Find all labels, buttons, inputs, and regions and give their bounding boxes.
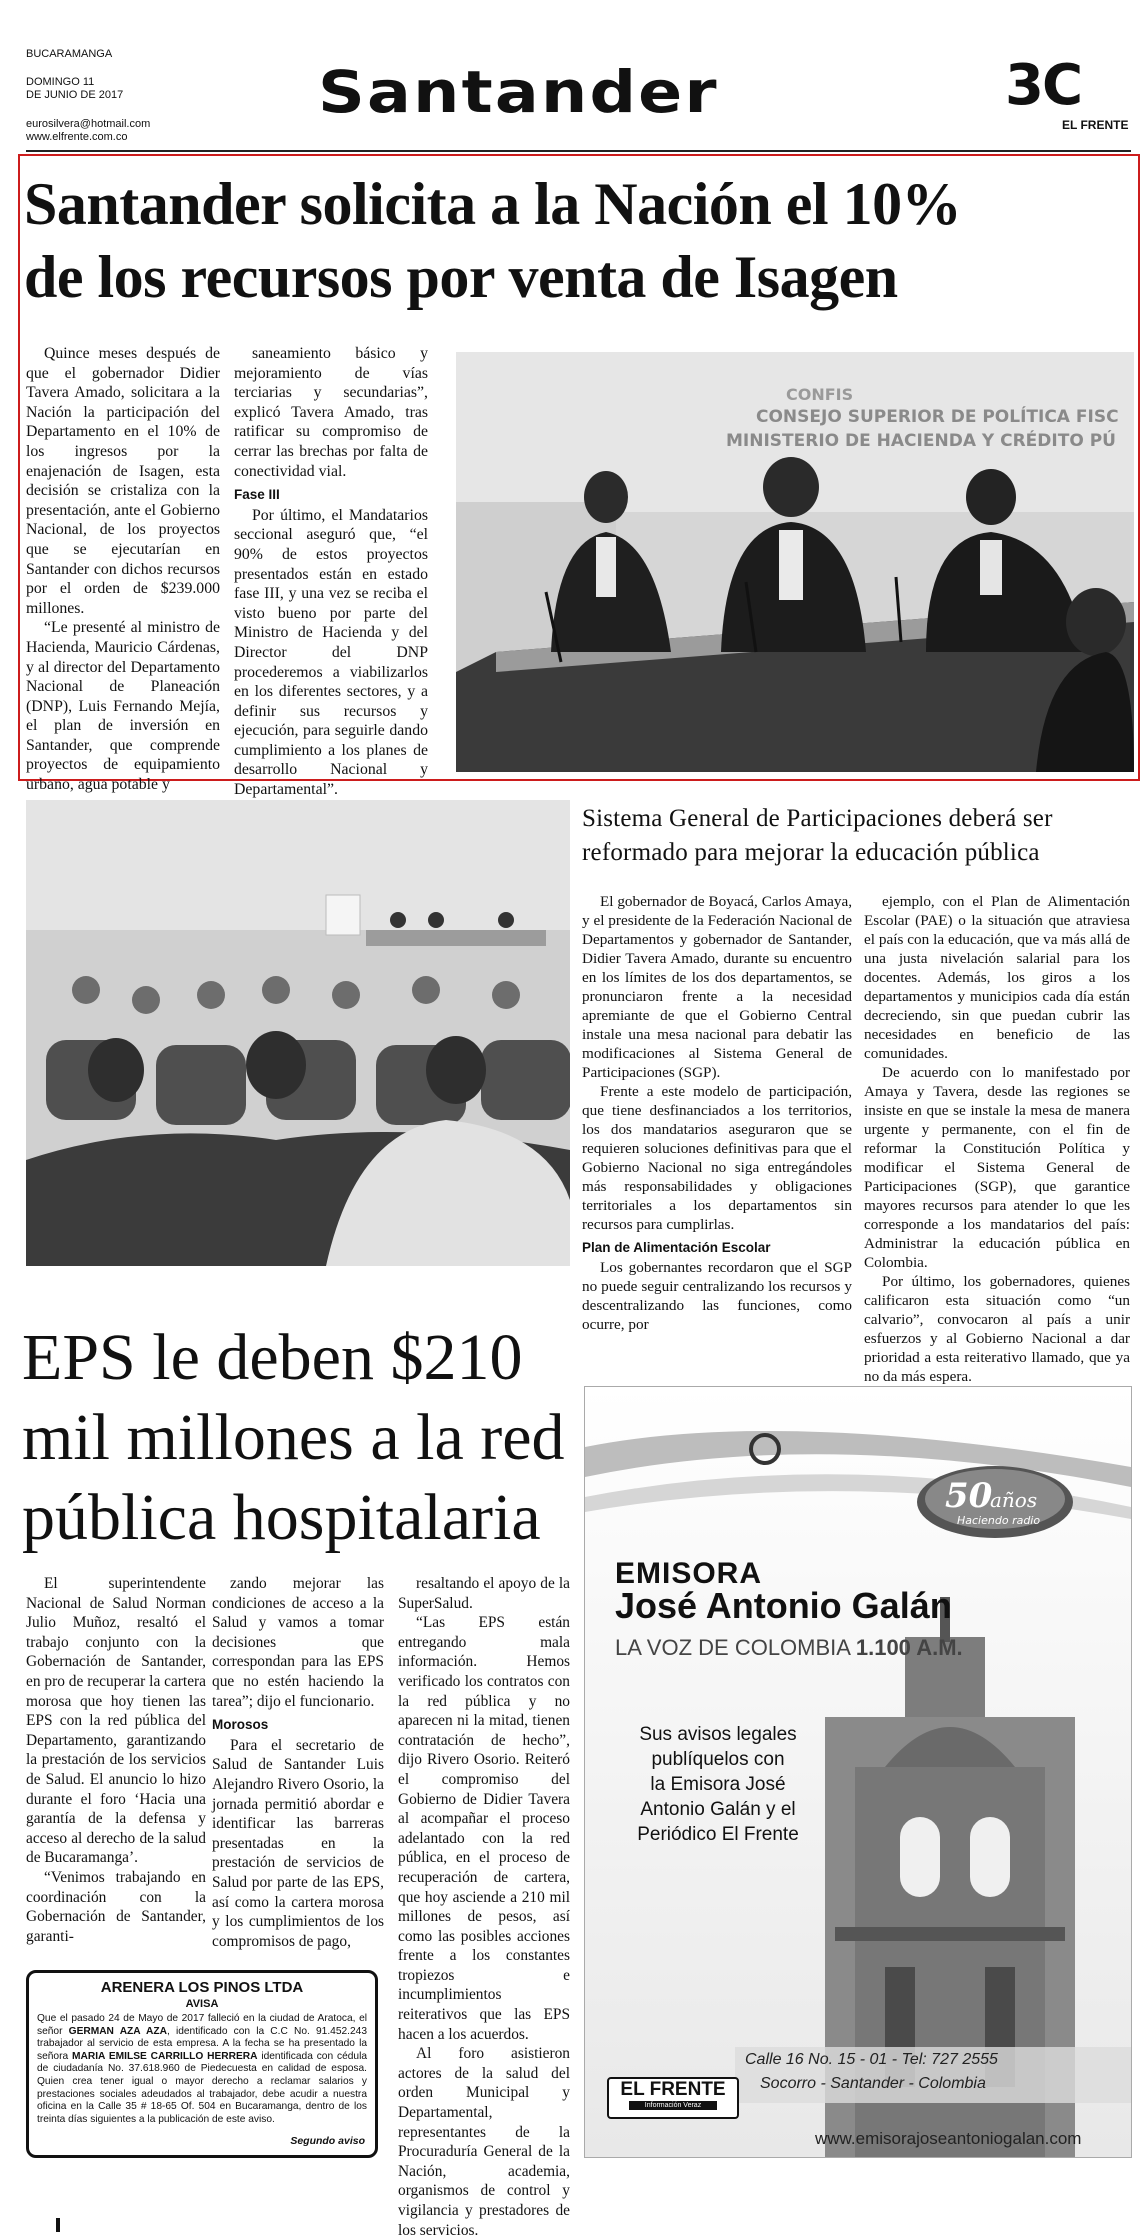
article2-column1 (582, 892, 852, 1334)
article3-paragraph: zando mejorar las condiciones de acceso a la Salud y vamos a tomar decisiones que correspondan para las EPS que no estén haciendo la tarea”; dijo el funcionario. (212, 1575, 384, 1710)
ad-promo-line: la Emisora José (650, 1774, 786, 1795)
backdrop-text: CONFIS (786, 385, 854, 404)
ad-promo-line: publíquelos con (651, 1749, 785, 1770)
notice-body (37, 2013, 367, 2126)
article1-subhead: Fase III (234, 487, 280, 503)
notice-text: , identificado con la C.C No. 91.452.243 trabajador al servicio de esta empresa. A la fecha se ha presentado la señora (37, 2025, 367, 2062)
anniversary-word: años (990, 1488, 1038, 1512)
logo-subtext: Información Veraz (629, 2101, 717, 2110)
ad-name-line1: EMISORA (615, 1557, 763, 1590)
logo-text: EL FRENTE (620, 2079, 726, 2100)
article2-paragraph: Por último, los gobernadores, quienes calificaron esta situación como “un calvario”, convocaron al país a unir esfuerzos y al Gobierno Nacional a dar prioridad a esta reiterativo llamado, que ya no da más espera. (864, 1273, 1130, 1385)
ad-address-line2: Socorro - Santander - Colombia (760, 2075, 986, 2092)
article2-paragraph: Frente a este modelo de participación, que tiene desfinanciados a los territorios, los dos mandatarios aseguraron que se requieren soluciones definitivas para que el Gobierno Nacional no siga entregándoles más responsabilidades y obligaciones territoriales a los departamentos sin recursos para cumplirlas. (582, 1083, 852, 1233)
notice-text: Que el pasado 24 de Mayo de 2017 falleció en la ciudad de Aratoca, el señor (37, 2013, 367, 2037)
header-city: BUCARAMANGA (26, 48, 113, 60)
article3-subhead: Morosos (212, 1717, 269, 1733)
notice-footer: Segundo aviso (290, 2135, 365, 2147)
ad-frequency: 1.100 A.M. (855, 1635, 963, 1660)
article1-paragraph: saneamiento básico y mejoramiento de vías terciarias y secundarias”, explicó Tavera Amado, tras ratificar su compromiso de cerrar las brechas por falta de conectividad vial. (234, 345, 428, 480)
page-mark (56, 2218, 60, 2232)
article3-paragraph: Para el secretario de Salud de Santander Luis Alejandro Rivero Osorio, la jornada permitió abordar e identificar las barreras presentadas en la prestación de servicios de Salud por parte de las EPS, así como la cartera morosa y los cumplimientos de los compromisos de pago, (212, 1736, 384, 1950)
notice-company: ARENERA LOS PINOS LTDA (100, 1979, 304, 1996)
header-rule (26, 150, 1131, 152)
article3-headline (22, 1318, 565, 1558)
ad-promo-line: Sus avisos legales (639, 1724, 797, 1745)
ad-address-line1: Calle 16 No. 15 - 01 - Tel: 727 2555 (745, 2051, 998, 2068)
header-website: www.elfrente.com.co (26, 131, 128, 143)
backdrop-text: MINISTERIO DE HACIENDA Y CRÉDITO PÚ (726, 431, 1116, 451)
article2-column2 (864, 892, 1130, 1386)
notice-label: AVISA (185, 1998, 219, 2010)
section-title: Santander (318, 58, 719, 126)
paper-name: EL FRENTE (1062, 118, 1129, 132)
ad-tagline-text: LA VOZ DE COLOMBIA (615, 1635, 856, 1660)
article2-headline-line1: Sistema General de Participaciones deberá ser (582, 805, 1053, 832)
article1-column2 (234, 344, 428, 800)
article2-paragraph: El gobernador de Boyacá, Carlos Amaya, y el presidente de la Federación Nacional de Departamentos y gobernador de Santander, Didier Tavera Amado, durante su encuentro en los límites de los dos departamentos, se pronunciaron frente a la necesidad apremiante de que el Gobierno Central instale una mesa nacional para debatir las modificaciones al Sistema General de Participaciones (SGP). (582, 893, 852, 1081)
article1-headline-line2: de los recursos por venta de Isagen (24, 244, 898, 310)
legal-notice (26, 1970, 378, 2158)
anniversary-sub: Haciendo radio (957, 1514, 1041, 1527)
article1-paragraph: Por último, el Mandatarios seccional aseguró que, “el 90% de estos proyectos presentados están en estado fase III, y una vez se reciba el visto bueno por parte del Ministro de Hacienda y del Director del DNP procederemos a viabilizarlos en los diferentes sectores, y a definir sus recursos y ejecución, para seguirle dando cumplimiento a los planes de desarrollo Nacional y Departamental”. (234, 506, 428, 799)
notice-text: identificada con cédula de ciudadanía No. 37.618.960 de Piedecuesta en calidad de esposa. Quien crea tener igual o mayor derecho a reclamar salarios y prestaciones sociales adeudados al trabajador, debe acudir a nuestra oficina en la Calle 35 # 18-65 Of. 504 en Bucaramanga, dentro de los treinta días siguientes a la publicación de este aviso. (37, 2050, 368, 2125)
el-frente-logo (607, 2077, 739, 2119)
article3-column3 (398, 1574, 570, 2240)
header-date-line2: DE JUNIO DE 2017 (26, 89, 124, 101)
article2-subhead: Plan de Alimentación Escolar (582, 1240, 771, 1255)
article3-column2 (212, 1574, 384, 1951)
article2-paragraph: Los gobernantes recordaron que el SGP no puede seguir centralizando los recursos y descentralizando las funciones, como ocurre, por (582, 1259, 852, 1333)
conference-photo (26, 800, 570, 1266)
article3-paragraph: El superintendente Nacional de Salud Norman Julio Muñoz, resaltó el trabajo conjunto con la Gobernación de Santander, en pro de recuperar la cartera morosa que hoy tienen las EPS con la red pública del Departamento, garantizando la prestación de los servicios de Salud. El anuncio lo hizo durante el foro ‘Hacia una garantía de la defensa y acceso al derecho de la salud de Bucaramanga’. (26, 1575, 206, 1867)
backdrop-text: CONSEJO SUPERIOR DE POLÍTICA FISC (756, 407, 1119, 427)
header-date-line1: DOMINGO 11 (26, 76, 95, 88)
article3-paragraph: resaltando el apoyo de la SuperSalud. (398, 1575, 570, 1612)
ad-promo (603, 1722, 833, 1847)
ad-promo-line: Antonio Galán y el (640, 1799, 796, 1820)
article1-column1 (26, 344, 220, 795)
article2-headline-line2: reformado para mejorar la educación pública (582, 839, 1040, 866)
radio-advertisement (584, 1386, 1132, 2158)
header-email: eurosilvera@hotmail.com (26, 118, 151, 130)
page-number: 3C (1005, 53, 1082, 118)
ad-name-line2: José Antonio Galán (615, 1585, 952, 1626)
anniversary-badge (917, 1466, 1073, 1538)
article2-paragraph: De acuerdo con lo manifestado por Amaya y Tavera, desde las regiones se insiste en que se instale la mesa de manera urgente y permanente, con el fin de reformar la Constitución Política y modificar el Sistema General de Participaciones (SGP), que garantice mayores recursos para atender lo que les corresponde a los mandatarios del país: Administrar la educación pública en Colombia. (864, 1064, 1130, 1271)
meeting-photo-illustration (456, 352, 1134, 772)
article1-paragraph: Quince meses después de que el gobernador Didier Tavera Amado, solicitara a la Nación la participación del Departamento en el 10% de los ingresos por la enajenación de Isagen, esta decisión se cristaliza con la presentación, ante el Gobierno Nacional, de los proyectos que se ejecutarían en Santander con dichos recursos por el orden de $239.000 millones. (26, 345, 220, 617)
article3-headline-line3: pública hospitalaria (22, 1481, 541, 1554)
article2-headline (582, 802, 1053, 870)
conference-photo-illustration (26, 800, 570, 1266)
article3-paragraph: Al foro asistieron actores de la salud del orden Municipal y Departamental, representantes de la Procuraduría General de la Nación, academia, organismos de control y vigilancia y prestadores de los servicios. (398, 2045, 570, 2239)
article1-headline (24, 168, 961, 314)
notice-name: GERMAN AZA AZA (68, 2025, 167, 2037)
article3-paragraph: “Las EPS están entregando mala información. Hemos verificado los contratos con la red pública y no aparecen ni la mitad, tienen contratación de hecho”, dijo Rivero Osorio. Reiteró el compromiso del Gobierno de Didier Tavera al acompañar el proceso adelantado con la red pública, en el proceso de recuperación de cartera, que hoy asciende a 210 mil millones de pesos, así como las posibles acciones frente a los constantes tropiezos e incumplimientos reiterativos que las EPS hacen a los acuerdos. (398, 1614, 570, 2043)
article3-column1 (26, 1574, 206, 1946)
article1-headline-line1: Santander solicita a la Nación el 10% (24, 171, 962, 237)
article3-headline-line2: mil millones a la red (22, 1401, 565, 1474)
notice-name: MARIA EMILSE CARRILLO HERRERA (72, 2050, 258, 2062)
anniversary-number: 50 (945, 1476, 993, 1516)
article1-photo (456, 352, 1134, 772)
ad-tagline (615, 1635, 963, 1661)
article3-paragraph: “Venimos trabajando en coordinación con la Gobernación de Santander, garanti- (26, 1868, 206, 1945)
article2-paragraph: ejemplo, con el Plan de Alimentación Escolar (PAE) o la situación que atraviesa el país con la educación, que va más allá de una justa nivelación salarial para los docentes. Además, los giros a los departamentos y municipios cada día están decreciendo, sin que puedan cubrir las necesidades en beneficio de las comunidades. (864, 893, 1130, 1062)
article1-paragraph: “Le presenté al ministro de Hacienda, Mauricio Cárdenas, y al director del Departamento Nacional de Planeación (DNP), Luis Fernando Mejía, el plan de inversión en Santander, que comprende proyectos de equipamiento urbano, agua potable y (26, 619, 220, 794)
article3-headline-line1: EPS le deben $210 (22, 1321, 523, 1394)
ad-promo-line: Periódico El Frente (637, 1824, 799, 1845)
ad-website: www.emisorajoseantoniogalan.com (815, 2129, 1082, 2148)
